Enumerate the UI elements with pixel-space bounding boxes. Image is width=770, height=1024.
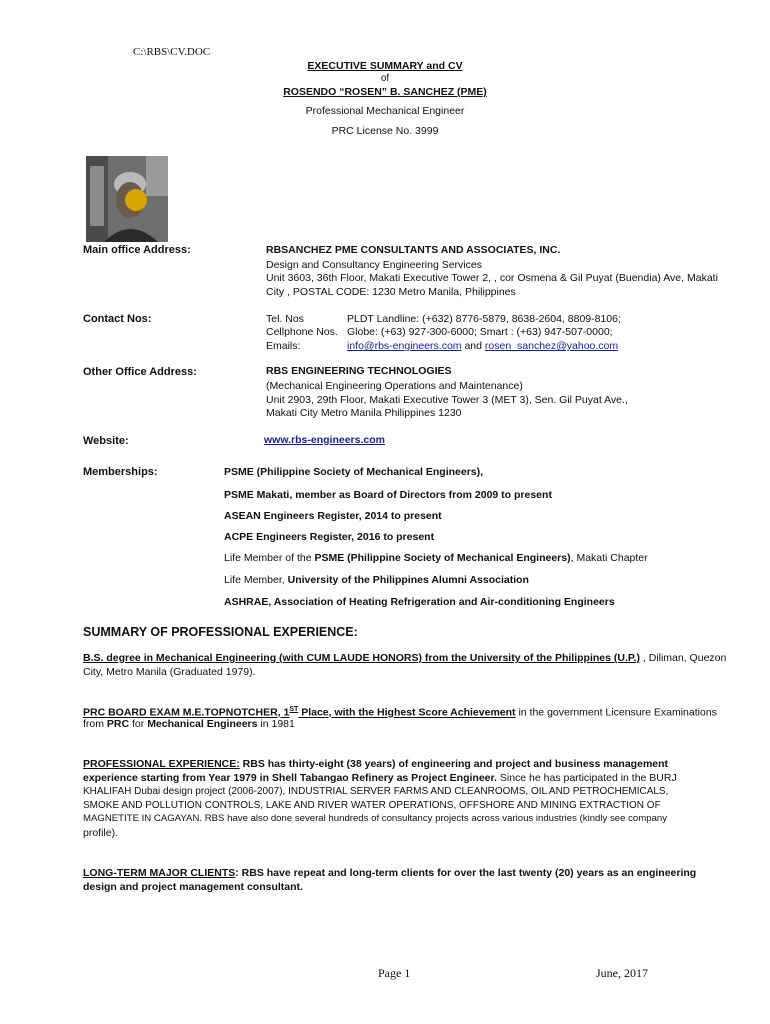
life-psme-suffix: , Makati Chapter [570,552,648,564]
main-office-line1: Design and Consultancy Engineering Services [266,259,482,271]
membership-psme: PSME (Philippine Society of Mechanical Engineers), [224,466,484,478]
life-up-org: University of the Philippines Alumni Association [287,574,529,586]
prc-line2-mid: for [129,718,148,730]
person-name: ROSENDO “ROSEN” B. SANCHEZ (PME) [283,86,487,98]
summary-heading: SUMMARY OF PROFESSIONAL EXPERIENCE: [83,625,358,639]
pe-line1 [83,757,668,771]
lt-line1 [83,866,696,880]
email-label: Emails: [266,340,301,352]
cellphone-label: Cellphone Nos. [266,326,338,338]
email-row [347,339,618,353]
lt-label: LONG-TERM MAJOR CLIENTS [83,867,236,879]
email-link-info[interactable]: info@rbs-engineers.com [347,340,462,352]
title-of: of [380,73,390,84]
other-office-company: RBS ENGINEERING TECHNOLOGIES [266,365,452,377]
memberships-label: Memberships: [83,466,158,478]
page-number: Page 1 [378,966,411,980]
pe-bold1: RBS has thirty-eight (38 years) of engineering and project and business management [239,758,669,770]
main-office-label: Main office Address: [83,244,191,256]
bs-degree-line1 [83,651,726,665]
lt-bold1: : RBS have repeat and long-term clients for over the last twenty (20) years as an engineering [235,867,697,879]
membership-asean: ASEAN Engineers Register, 2014 to present [224,510,442,522]
main-office-company: RBSANCHEZ PME CONSULTANTS AND ASSOCIATES, INC. [266,244,561,256]
prc-line2-post: in 1981 [257,718,295,730]
footer-date: June, 2017 [596,966,648,980]
website-label: Website: [83,435,129,447]
email-link-rosen[interactable]: rosen_sanchez@yahoo.com [484,340,619,352]
pe-bold2: experience starting from Year 1979 in Shell Tabangao Refinery as Project Engineer. [83,772,497,784]
life-psme-prefix: Life Member of the [224,552,315,564]
contact-label: Contact Nos: [83,313,152,325]
profile-photo [86,156,168,242]
prc-board-sup: ST [289,706,299,713]
main-office-line2: Unit 3603, 36th Floor, Makati Executive Tower 2, , cor Osmena & Gil Puyat (Buendia) Ave, Makati [266,272,718,284]
membership-psme-makati: PSME Makati, member as Board of Directors from 2009 to present [224,489,552,501]
other-office-line2: Unit 2903, 29th Floor, Makati Executive Tower 3 (MET 3), Sen. Gil Puyat Ave., [266,394,628,406]
tel-label: Tel. Nos [266,313,304,325]
prc-line2-prc: PRC [106,718,130,730]
email-and: and [461,340,485,352]
prc-license: PRC License No. 3999 [331,125,439,137]
prc-board-bold-b: Place, with the Highest Score Achievement [298,706,516,719]
membership-ashrae: ASHRAE, Association of Heating Refrigeration and Air-conditioning Engineers [224,596,615,608]
pe-rest2: Since he has participated in the BURJ [496,772,677,784]
bs-degree-line2: City, Metro Manila (Graduated 1979). [83,666,256,678]
main-office-line3: City , POSTAL CODE: 1230 Metro Manila, Philippines [266,286,516,298]
tel-value: PLDT Landline: (+632) 8776-5879, 8638-2604, 8809-8106; [347,313,621,325]
cellphone-value: Globe: (+63) 927-300-6000; Smart : (+63) 947-507-0000; [347,326,613,338]
prc-line2-pre: from [83,718,107,730]
prc-board-line2 [83,717,295,731]
prc-board-rest: in the government Licensure Examinations [515,706,717,719]
other-office-line1: (Mechanical Engineering Operations and Maintenance) [266,380,523,392]
document-title: EXECUTIVE SUMMARY and CV [307,60,463,72]
life-psme-org: PSME (Philippine Society of Mechanical Engineers) [314,552,571,564]
membership-acpe: ACPE Engineers Register, 2016 to present [224,531,435,543]
membership-life-up [224,574,529,586]
membership-life-psme [224,552,648,564]
other-office-label: Other Office Address: [83,366,197,378]
pe-line4: SMOKE AND POLLUTION CONTROLS, LAKE AND RIVER WATER OPERATIONS, OFFSHORE AND MINING EXTRACTION OF [83,800,661,811]
pe-line2 [83,771,677,785]
file-path-label: C:\RBS\CV.DOC [133,46,211,58]
pe-line6: profile). [83,827,119,839]
bs-degree-bold: B.S. degree in Mechanical Engineering (with CUM LAUDE HONORS) from the University of the Philippines (U.P.) [83,652,640,664]
prc-line2-bold: Mechanical Engineers [147,718,258,730]
pe-label: PROFESSIONAL EXPERIENCE: [83,758,240,770]
pe-line3: KHALIFAH Dubai design project (2006-2007), INDUSTRIAL SERVER FARMS AND CLEANROOMS, OIL AND PETROCHEMICALS, [83,786,669,797]
profession: Professional Mechanical Engineer [305,105,465,117]
prc-board-bold-a: PRC BOARD EXAM M.E.TOPNOTCHER, 1 [83,706,290,719]
pe-line5: MAGNETITE IN CAGAYAN. RBS have also done several hundreds of consultancy projects across various industries (kindly see company [83,813,668,824]
other-office-line3: Makati City Metro Manila Philippines 1230 [266,407,462,419]
life-up-prefix: Life Member, [224,574,288,586]
lt-line2: design and project management consultant. [83,881,303,893]
website-link[interactable]: www.rbs-engineers.com [264,434,385,446]
bs-degree-rest: , Diliman, Quezon [639,652,727,664]
